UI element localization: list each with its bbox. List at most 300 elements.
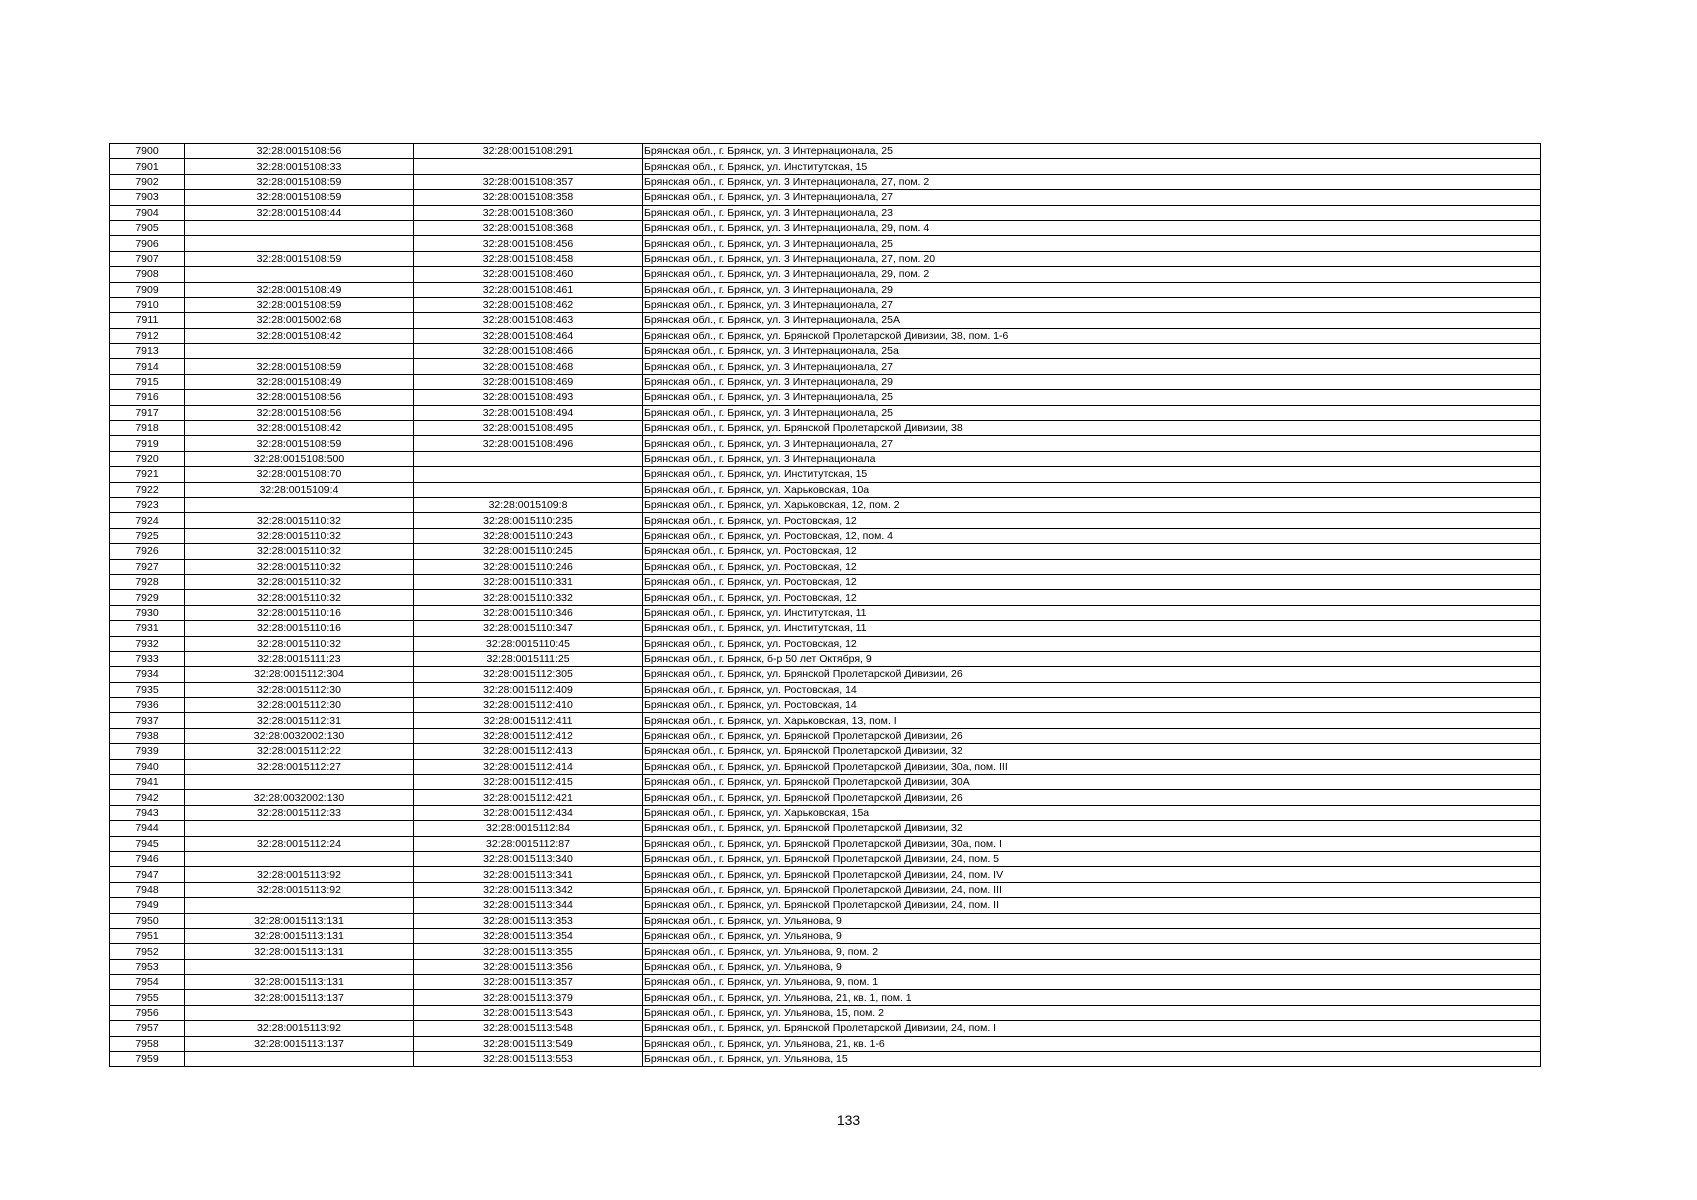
land-cadastral-number-cell: 32:28:0015108:42 (185, 421, 414, 436)
address-cell: Брянская обл., г. Брянск, ул. Институтская, 11 (643, 621, 1541, 636)
row-number-cell: 7918 (110, 421, 185, 436)
row-number-cell: 7949 (110, 898, 185, 913)
object-cadastral-number-cell: 32:28:0015108:469 (414, 374, 643, 389)
land-cadastral-number-cell: 32:28:0015108:49 (185, 282, 414, 297)
table-row (110, 267, 1541, 282)
land-cadastral-number-cell (185, 898, 414, 913)
table-row (110, 651, 1541, 666)
object-cadastral-number-cell: 32:28:0015112:305 (414, 667, 643, 682)
row-number-cell: 7930 (110, 605, 185, 620)
object-cadastral-number-cell: 32:28:0015112:84 (414, 821, 643, 836)
address-cell: Брянская обл., г. Брянск, ул. 3 Интернационала, 25 (643, 405, 1541, 420)
object-cadastral-number-cell: 32:28:0015112:412 (414, 728, 643, 743)
land-cadastral-number-cell: 32:28:0015108:70 (185, 467, 414, 482)
land-cadastral-number-cell: 32:28:0015110:32 (185, 544, 414, 559)
address-cell: Брянская обл., г. Брянск, ул. Брянской Пролетарской Дивизии, 32 (643, 821, 1541, 836)
land-cadastral-number-cell: 32:28:0015111:23 (185, 651, 414, 666)
object-cadastral-number-cell: 32:28:0015113:357 (414, 975, 643, 990)
land-cadastral-number-cell (185, 267, 414, 282)
address-cell: Брянская обл., г. Брянск, ул. Харьковская, 13, пом. I (643, 713, 1541, 728)
table-row (110, 882, 1541, 897)
object-cadastral-number-cell: 32:28:0015108:368 (414, 220, 643, 235)
object-cadastral-number-cell: 32:28:0015108:463 (414, 313, 643, 328)
object-cadastral-number-cell: 32:28:0015108:496 (414, 436, 643, 451)
table-row (110, 605, 1541, 620)
address-cell: Брянская обл., г. Брянск, ул. Ростовская, 12 (643, 544, 1541, 559)
table-row (110, 759, 1541, 774)
table-row (110, 467, 1541, 482)
table-row (110, 913, 1541, 928)
table-row (110, 390, 1541, 405)
row-number-cell: 7936 (110, 698, 185, 713)
address-cell: Брянская обл., г. Брянск, ул. 3 Интернационала, 29 (643, 374, 1541, 389)
table-row (110, 1021, 1541, 1036)
cadastral-table (109, 143, 1541, 1067)
address-cell: Брянская обл., г. Брянск, ул. Ульянова, 9, пом. 2 (643, 944, 1541, 959)
row-number-cell: 7941 (110, 775, 185, 790)
address-cell: Брянская обл., г. Брянск, ул. 3 Интернационала, 29, пом. 2 (643, 267, 1541, 282)
land-cadastral-number-cell: 32:28:0015108:500 (185, 451, 414, 466)
address-cell: Брянская обл., г. Брянск, ул. Ульянова, 15, пом. 2 (643, 1005, 1541, 1020)
row-number-cell: 7901 (110, 159, 185, 174)
object-cadastral-number-cell: 32:28:0015108:494 (414, 405, 643, 420)
object-cadastral-number-cell: 32:28:0015112:415 (414, 775, 643, 790)
address-cell: Брянская обл., г. Брянск, ул. Ульянова, 9 (643, 913, 1541, 928)
address-cell: Брянская обл., г. Брянск, ул. 3 Интернационала, 29, пом. 4 (643, 220, 1541, 235)
land-cadastral-number-cell: 32:28:0032002:130 (185, 728, 414, 743)
address-cell: Брянская обл., г. Брянск, ул. 3 Интернационала, 25А (643, 313, 1541, 328)
land-cadastral-number-cell: 32:28:0015112:27 (185, 759, 414, 774)
address-cell: Брянская обл., г. Брянск, ул. Ростовская, 12 (643, 590, 1541, 605)
row-number-cell: 7954 (110, 975, 185, 990)
table-row (110, 836, 1541, 851)
row-number-cell: 7904 (110, 205, 185, 220)
table-row (110, 559, 1541, 574)
object-cadastral-number-cell: 32:28:0015113:379 (414, 990, 643, 1005)
table-row (110, 590, 1541, 605)
object-cadastral-number-cell: 32:28:0015112:87 (414, 836, 643, 851)
row-number-cell: 7942 (110, 790, 185, 805)
row-number-cell: 7923 (110, 497, 185, 512)
row-number-cell: 7935 (110, 682, 185, 697)
row-number-cell: 7914 (110, 359, 185, 374)
row-number-cell: 7953 (110, 959, 185, 974)
object-cadastral-number-cell: 32:28:0015110:243 (414, 528, 643, 543)
row-number-cell: 7929 (110, 590, 185, 605)
object-cadastral-number-cell: 32:28:0015112:411 (414, 713, 643, 728)
land-cadastral-number-cell (185, 775, 414, 790)
row-number-cell: 7952 (110, 944, 185, 959)
row-number-cell: 7947 (110, 867, 185, 882)
land-cadastral-number-cell: 32:28:0015112:30 (185, 682, 414, 697)
object-cadastral-number-cell: 32:28:0015108:458 (414, 251, 643, 266)
land-cadastral-number-cell: 32:28:0015002:68 (185, 313, 414, 328)
row-number-cell: 7938 (110, 728, 185, 743)
table-row (110, 205, 1541, 220)
land-cadastral-number-cell: 32:28:0015112:304 (185, 667, 414, 682)
table-row (110, 928, 1541, 943)
land-cadastral-number-cell (185, 1052, 414, 1067)
table-row (110, 544, 1541, 559)
object-cadastral-number-cell: 32:28:0015113:354 (414, 928, 643, 943)
row-number-cell: 7928 (110, 574, 185, 589)
cadastral-table-body (110, 144, 1541, 1067)
object-cadastral-number-cell: 32:28:0015108:493 (414, 390, 643, 405)
address-cell: Брянская обл., г. Брянск, ул. 3 Интернационала, 27 (643, 436, 1541, 451)
land-cadastral-number-cell: 32:28:0015108:59 (185, 297, 414, 312)
object-cadastral-number-cell (414, 467, 643, 482)
row-number-cell: 7917 (110, 405, 185, 420)
address-cell: Брянская обл., г. Брянск, ул. Ульянова, 21, кв. 1, пом. 1 (643, 990, 1541, 1005)
land-cadastral-number-cell: 32:28:0015113:131 (185, 928, 414, 943)
land-cadastral-number-cell: 32:28:0015112:30 (185, 698, 414, 713)
row-number-cell: 7933 (110, 651, 185, 666)
row-number-cell: 7958 (110, 1036, 185, 1051)
address-cell: Брянская обл., г. Брянск, ул. Брянской Пролетарской Дивизии, 26 (643, 790, 1541, 805)
object-cadastral-number-cell: 32:28:0015109:8 (414, 497, 643, 512)
page-number: 133 (836, 1112, 861, 1128)
land-cadastral-number-cell: 32:28:0015110:32 (185, 590, 414, 605)
address-cell: Брянская обл., г. Брянск, ул. Харьковская, 10а (643, 482, 1541, 497)
land-cadastral-number-cell: 32:28:0015112:22 (185, 744, 414, 759)
table-row (110, 1005, 1541, 1020)
table-row (110, 451, 1541, 466)
row-number-cell: 7922 (110, 482, 185, 497)
table-row (110, 636, 1541, 651)
land-cadastral-number-cell: 32:28:0015110:32 (185, 528, 414, 543)
land-cadastral-number-cell: 32:28:0015113:92 (185, 882, 414, 897)
address-cell: Брянская обл., г. Брянск, ул. Брянской Пролетарской Дивизии, 30а, пом. I (643, 836, 1541, 851)
address-cell: Брянская обл., г. Брянск, ул. 3 Интернационала, 27 (643, 297, 1541, 312)
address-cell: Брянская обл., г. Брянск, ул. Ростовская, 12, пом. 4 (643, 528, 1541, 543)
object-cadastral-number-cell: 32:28:0015108:464 (414, 328, 643, 343)
table-row (110, 698, 1541, 713)
object-cadastral-number-cell: 32:28:0015108:357 (414, 174, 643, 189)
address-cell: Брянская обл., г. Брянск, б-р 50 лет Октября, 9 (643, 651, 1541, 666)
land-cadastral-number-cell (185, 1005, 414, 1020)
table-row (110, 990, 1541, 1005)
row-number-cell: 7908 (110, 267, 185, 282)
table-row (110, 959, 1541, 974)
object-cadastral-number-cell: 32:28:0015113:344 (414, 898, 643, 913)
object-cadastral-number-cell: 32:28:0015108:461 (414, 282, 643, 297)
row-number-cell: 7945 (110, 836, 185, 851)
object-cadastral-number-cell: 32:28:0015111:25 (414, 651, 643, 666)
address-cell: Брянская обл., г. Брянск, ул. 3 Интернационала, 25 (643, 144, 1541, 159)
land-cadastral-number-cell: 32:28:0015113:137 (185, 990, 414, 1005)
object-cadastral-number-cell: 32:28:0015110:331 (414, 574, 643, 589)
row-number-cell: 7956 (110, 1005, 185, 1020)
object-cadastral-number-cell: 32:28:0015113:553 (414, 1052, 643, 1067)
address-cell: Брянская обл., г. Брянск, ул. Брянской Пролетарской Дивизии, 24, пом. 5 (643, 851, 1541, 866)
address-cell: Брянская обл., г. Брянск, ул. 3 Интернационала, 25 (643, 236, 1541, 251)
table-row (110, 405, 1541, 420)
object-cadastral-number-cell: 32:28:0015110:346 (414, 605, 643, 620)
object-cadastral-number-cell: 32:28:0015113:341 (414, 867, 643, 882)
address-cell: Брянская обл., г. Брянск, ул. Брянской Пролетарской Дивизии, 32 (643, 744, 1541, 759)
address-cell: Брянская обл., г. Брянск, ул. Харьковская, 12, пом. 2 (643, 497, 1541, 512)
table-row (110, 728, 1541, 743)
row-number-cell: 7903 (110, 190, 185, 205)
object-cadastral-number-cell: 32:28:0015113:353 (414, 913, 643, 928)
row-number-cell: 7913 (110, 344, 185, 359)
address-cell: Брянская обл., г. Брянск, ул. Ульянова, 9 (643, 928, 1541, 943)
table-row (110, 236, 1541, 251)
table-row (110, 713, 1541, 728)
address-cell: Брянская обл., г. Брянск, ул. Ростовская, 12 (643, 513, 1541, 528)
land-cadastral-number-cell: 32:28:0015108:59 (185, 436, 414, 451)
object-cadastral-number-cell: 32:28:0015108:456 (414, 236, 643, 251)
object-cadastral-number-cell: 32:28:0015110:245 (414, 544, 643, 559)
table-row (110, 436, 1541, 451)
land-cadastral-number-cell (185, 821, 414, 836)
row-number-cell: 7934 (110, 667, 185, 682)
row-number-cell: 7906 (110, 236, 185, 251)
table-row (110, 790, 1541, 805)
row-number-cell: 7925 (110, 528, 185, 543)
table-row (110, 220, 1541, 235)
table-row (110, 1036, 1541, 1051)
row-number-cell: 7927 (110, 559, 185, 574)
address-cell: Брянская обл., г. Брянск, ул. Брянской Пролетарской Дивизии, 38, пом. 1-6 (643, 328, 1541, 343)
table-row (110, 975, 1541, 990)
address-cell: Брянская обл., г. Брянск, ул. Ульянова, 9 (643, 959, 1541, 974)
table-row (110, 898, 1541, 913)
table-row (110, 667, 1541, 682)
table-row (110, 190, 1541, 205)
row-number-cell: 7919 (110, 436, 185, 451)
address-cell: Брянская обл., г. Брянск, ул. Ростовская, 12 (643, 636, 1541, 651)
address-cell: Брянская обл., г. Брянск, ул. Ростовская, 12 (643, 559, 1541, 574)
land-cadastral-number-cell: 32:28:0015113:137 (185, 1036, 414, 1051)
row-number-cell: 7921 (110, 467, 185, 482)
table-row (110, 344, 1541, 359)
table-row (110, 682, 1541, 697)
row-number-cell: 7910 (110, 297, 185, 312)
table-row (110, 621, 1541, 636)
address-cell: Брянская обл., г. Брянск, ул. Ульянова, 9, пом. 1 (643, 975, 1541, 990)
address-cell: Брянская обл., г. Брянск, ул. Ульянова, 15 (643, 1052, 1541, 1067)
table-row (110, 821, 1541, 836)
land-cadastral-number-cell (185, 851, 414, 866)
row-number-cell: 7946 (110, 851, 185, 866)
address-cell: Брянская обл., г. Брянск, ул. Брянской Пролетарской Дивизии, 24, пом. II (643, 898, 1541, 913)
row-number-cell: 7915 (110, 374, 185, 389)
table-row (110, 374, 1541, 389)
table-row (110, 574, 1541, 589)
object-cadastral-number-cell: 32:28:0015112:410 (414, 698, 643, 713)
address-cell: Брянская обл., г. Брянск, ул. Брянской Пролетарской Дивизии, 24, пом. I (643, 1021, 1541, 1036)
address-cell: Брянская обл., г. Брянск, ул. 3 Интернационала, 25а (643, 344, 1541, 359)
object-cadastral-number-cell: 32:28:0015113:342 (414, 882, 643, 897)
table-row (110, 421, 1541, 436)
row-number-cell: 7907 (110, 251, 185, 266)
table-row (110, 744, 1541, 759)
address-cell: Брянская обл., г. Брянск, ул. Брянской Пролетарской Дивизии, 24, пом. IV (643, 867, 1541, 882)
object-cadastral-number-cell: 32:28:0015108:495 (414, 421, 643, 436)
land-cadastral-number-cell: 32:28:0015113:131 (185, 913, 414, 928)
table-row (110, 313, 1541, 328)
address-cell: Брянская обл., г. Брянск, ул. Брянской Пролетарской Дивизии, 38 (643, 421, 1541, 436)
land-cadastral-number-cell: 32:28:0015108:59 (185, 251, 414, 266)
land-cadastral-number-cell (185, 497, 414, 512)
address-cell: Брянская обл., г. Брянск, ул. Ростовская, 14 (643, 698, 1541, 713)
row-number-cell: 7944 (110, 821, 185, 836)
object-cadastral-number-cell: 32:28:0015110:45 (414, 636, 643, 651)
address-cell: Брянская обл., г. Брянск, ул. 3 Интернационала, 23 (643, 205, 1541, 220)
address-cell: Брянская обл., г. Брянск, ул. 3 Интернационала, 27, пом. 20 (643, 251, 1541, 266)
land-cadastral-number-cell: 32:28:0015113:92 (185, 1021, 414, 1036)
land-cadastral-number-cell: 32:28:0015112:33 (185, 805, 414, 820)
object-cadastral-number-cell: 32:28:0015112:414 (414, 759, 643, 774)
land-cadastral-number-cell: 32:28:0015108:59 (185, 174, 414, 189)
table-row (110, 251, 1541, 266)
land-cadastral-number-cell: 32:28:0015110:32 (185, 559, 414, 574)
object-cadastral-number-cell: 32:28:0015112:409 (414, 682, 643, 697)
land-cadastral-number-cell: 32:28:0015108:56 (185, 144, 414, 159)
row-number-cell: 7916 (110, 390, 185, 405)
land-cadastral-number-cell (185, 236, 414, 251)
row-number-cell: 7905 (110, 220, 185, 235)
row-number-cell: 7951 (110, 928, 185, 943)
row-number-cell: 7912 (110, 328, 185, 343)
row-number-cell: 7931 (110, 621, 185, 636)
table-row (110, 944, 1541, 959)
address-cell: Брянская обл., г. Брянск, ул. Харьковская, 15а (643, 805, 1541, 820)
object-cadastral-number-cell: 32:28:0015108:360 (414, 205, 643, 220)
address-cell: Брянская обл., г. Брянск, ул. 3 Интернационала, 27 (643, 190, 1541, 205)
object-cadastral-number-cell: 32:28:0015113:549 (414, 1036, 643, 1051)
object-cadastral-number-cell: 32:28:0015110:246 (414, 559, 643, 574)
row-number-cell: 7940 (110, 759, 185, 774)
row-number-cell: 7943 (110, 805, 185, 820)
table-row (110, 297, 1541, 312)
address-cell: Брянская обл., г. Брянск, ул. 3 Интернационала, 27, пом. 2 (643, 174, 1541, 189)
object-cadastral-number-cell: 32:28:0015108:468 (414, 359, 643, 374)
address-cell: Брянская обл., г. Брянск, ул. 3 Интернационала, 27 (643, 359, 1541, 374)
table-row (110, 805, 1541, 820)
object-cadastral-number-cell: 32:28:0015108:466 (414, 344, 643, 359)
object-cadastral-number-cell (414, 482, 643, 497)
address-cell: Брянская обл., г. Брянск, ул. Брянской Пролетарской Дивизии, 24, пом. III (643, 882, 1541, 897)
land-cadastral-number-cell: 32:28:0015113:92 (185, 867, 414, 882)
land-cadastral-number-cell (185, 959, 414, 974)
land-cadastral-number-cell: 32:28:0015108:56 (185, 390, 414, 405)
land-cadastral-number-cell: 32:28:0015113:131 (185, 975, 414, 990)
land-cadastral-number-cell: 32:28:0015112:24 (185, 836, 414, 851)
row-number-cell: 7911 (110, 313, 185, 328)
table-row (110, 1052, 1541, 1067)
object-cadastral-number-cell: 32:28:0015112:434 (414, 805, 643, 820)
land-cadastral-number-cell: 32:28:0015110:16 (185, 621, 414, 636)
land-cadastral-number-cell: 32:28:0015108:59 (185, 359, 414, 374)
address-cell: Брянская обл., г. Брянск, ул. Ростовская, 14 (643, 682, 1541, 697)
row-number-cell: 7959 (110, 1052, 185, 1067)
address-cell: Брянская обл., г. Брянск, ул. Брянской Пролетарской Дивизии, 30а, пом. III (643, 759, 1541, 774)
table-row (110, 328, 1541, 343)
table-row (110, 867, 1541, 882)
row-number-cell: 7957 (110, 1021, 185, 1036)
table-row (110, 775, 1541, 790)
row-number-cell: 7900 (110, 144, 185, 159)
land-cadastral-number-cell: 32:28:0015108:59 (185, 190, 414, 205)
object-cadastral-number-cell (414, 451, 643, 466)
object-cadastral-number-cell: 32:28:0015113:340 (414, 851, 643, 866)
land-cadastral-number-cell (185, 220, 414, 235)
table-row (110, 359, 1541, 374)
land-cadastral-number-cell (185, 344, 414, 359)
object-cadastral-number-cell: 32:28:0015112:413 (414, 744, 643, 759)
object-cadastral-number-cell: 32:28:0015110:347 (414, 621, 643, 636)
object-cadastral-number-cell: 32:28:0015110:235 (414, 513, 643, 528)
land-cadastral-number-cell: 32:28:0015110:16 (185, 605, 414, 620)
row-number-cell: 7932 (110, 636, 185, 651)
object-cadastral-number-cell: 32:28:0015113:356 (414, 959, 643, 974)
table-row (110, 144, 1541, 159)
table-row (110, 528, 1541, 543)
address-cell: Брянская обл., г. Брянск, ул. Брянской Пролетарской Дивизии, 30А (643, 775, 1541, 790)
object-cadastral-number-cell (414, 159, 643, 174)
row-number-cell: 7939 (110, 744, 185, 759)
address-cell: Брянская обл., г. Брянск, ул. Брянской Пролетарской Дивизии, 26 (643, 728, 1541, 743)
address-cell: Брянская обл., г. Брянск, ул. 3 Интернационала, 29 (643, 282, 1541, 297)
table-row (110, 174, 1541, 189)
object-cadastral-number-cell: 32:28:0015108:358 (414, 190, 643, 205)
object-cadastral-number-cell: 32:28:0015110:332 (414, 590, 643, 605)
address-cell: Брянская обл., г. Брянск, ул. Ростовская, 12 (643, 574, 1541, 589)
row-number-cell: 7926 (110, 544, 185, 559)
land-cadastral-number-cell: 32:28:0015108:56 (185, 405, 414, 420)
land-cadastral-number-cell: 32:28:0015108:42 (185, 328, 414, 343)
land-cadastral-number-cell: 32:28:0015108:33 (185, 159, 414, 174)
row-number-cell: 7920 (110, 451, 185, 466)
row-number-cell: 7924 (110, 513, 185, 528)
land-cadastral-number-cell: 32:28:0015110:32 (185, 513, 414, 528)
row-number-cell: 7937 (110, 713, 185, 728)
row-number-cell: 7955 (110, 990, 185, 1005)
table-row (110, 282, 1541, 297)
object-cadastral-number-cell: 32:28:0015108:291 (414, 144, 643, 159)
object-cadastral-number-cell: 32:28:0015112:421 (414, 790, 643, 805)
object-cadastral-number-cell: 32:28:0015108:462 (414, 297, 643, 312)
land-cadastral-number-cell: 32:28:0032002:130 (185, 790, 414, 805)
address-cell: Брянская обл., г. Брянск, ул. Институтская, 15 (643, 467, 1541, 482)
row-number-cell: 7902 (110, 174, 185, 189)
table-row (110, 513, 1541, 528)
table-row (110, 497, 1541, 512)
table-row (110, 851, 1541, 866)
address-cell: Брянская обл., г. Брянск, ул. Институтская, 15 (643, 159, 1541, 174)
row-number-cell: 7950 (110, 913, 185, 928)
address-cell: Брянская обл., г. Брянск, ул. Ульянова, 21, кв. 1-6 (643, 1036, 1541, 1051)
object-cadastral-number-cell: 32:28:0015113:543 (414, 1005, 643, 1020)
land-cadastral-number-cell: 32:28:0015110:32 (185, 636, 414, 651)
land-cadastral-number-cell: 32:28:0015109:4 (185, 482, 414, 497)
object-cadastral-number-cell: 32:28:0015113:548 (414, 1021, 643, 1036)
land-cadastral-number-cell: 32:28:0015108:49 (185, 374, 414, 389)
land-cadastral-number-cell: 32:28:0015110:32 (185, 574, 414, 589)
row-number-cell: 7909 (110, 282, 185, 297)
table-row (110, 482, 1541, 497)
table-row (110, 159, 1541, 174)
object-cadastral-number-cell: 32:28:0015113:355 (414, 944, 643, 959)
object-cadastral-number-cell: 32:28:0015108:460 (414, 267, 643, 282)
land-cadastral-number-cell: 32:28:0015112:31 (185, 713, 414, 728)
land-cadastral-number-cell: 32:28:0015113:131 (185, 944, 414, 959)
address-cell: Брянская обл., г. Брянск, ул. Институтская, 11 (643, 605, 1541, 620)
address-cell: Брянская обл., г. Брянск, ул. Брянской Пролетарской Дивизии, 26 (643, 667, 1541, 682)
address-cell: Брянская обл., г. Брянск, ул. 3 Интернационала, 25 (643, 390, 1541, 405)
